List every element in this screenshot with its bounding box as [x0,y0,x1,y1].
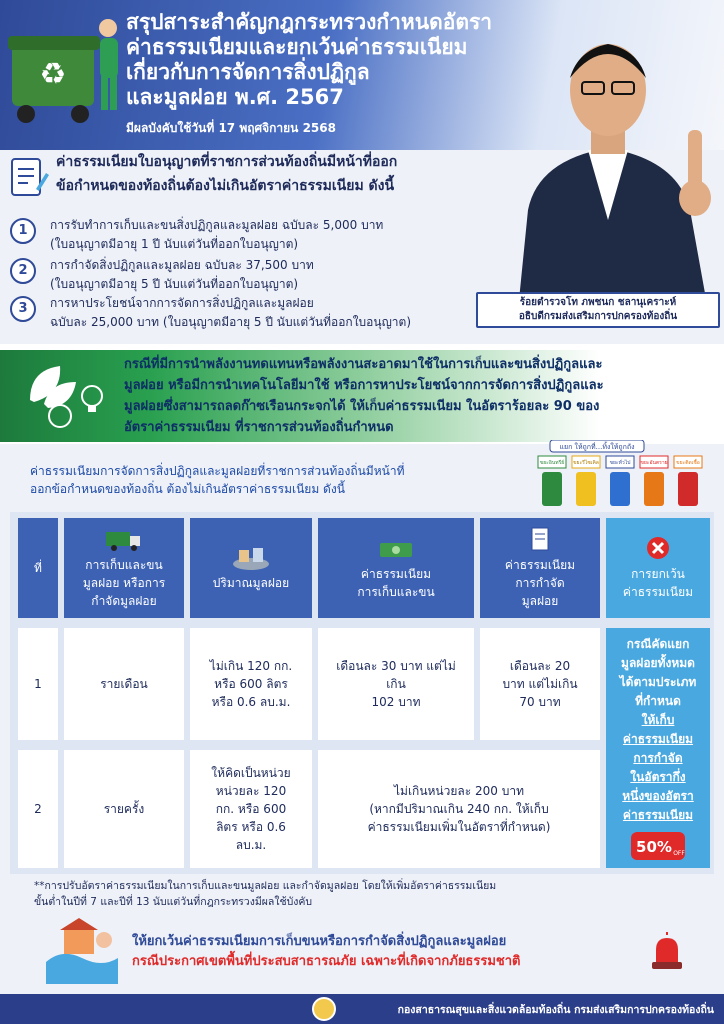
cell-text: หรือ 600 ลิตร [214,677,288,691]
exempt-line: ค่าธรรมเนียม [622,808,694,822]
official-caption [476,292,720,328]
footer-bar [0,994,724,1024]
bin-label: ขยะอินทรีย์ [539,460,565,466]
document-pen-icon [10,155,50,199]
header-label: ค่าธรรมเนียม [360,567,432,581]
title-line: และมูลฝอย พ.ศ. 2567 [126,85,344,109]
header-label: มูลฝอย [521,594,559,608]
bin-label: ขยะรีไซเคิล [573,460,599,466]
header-type [64,518,184,618]
effective-date: มีผลบังคับใช้วันที่ 17 พฤศจิกายน 2568 [126,121,336,135]
cell-text: 70 บาท [519,695,561,709]
header-no [18,518,58,618]
heading-line: ค่าธรรมเนียมใบอนุญาตที่ราชการส่วนท้องถิ่นมีหน้าที่ออก [56,154,398,170]
green-line: มูลฝอย หรือมีการนำเทคโนโลยีมาใช้ หรือการหาประโยชน์จากการจัดการสิ่งปฏิกูลและ [124,378,604,393]
close-circle-icon [638,535,678,561]
exempt-line: มูลฝอยทั้งหมด [621,656,695,670]
eco-leaf-globe-icon [20,360,110,430]
exempt-line: ค่าธรรมเนียม [622,732,694,746]
green-line: อัตราค่าธรรมเนียม ที่ราชการส่วนท้องถิ่นกำหนด [124,420,394,435]
cell-text: 102 บาท [371,695,421,709]
item-line: (ใบอนุญาตมีอายุ 1 ปี นับแต่วันที่ออกใบอนุญาต) [50,237,299,251]
waste-pile-icon [231,544,271,570]
waste-bins-illustration [532,440,712,508]
money-stack-icon [376,535,416,561]
header-label: ค่าธรรมเนียม [504,558,576,572]
title-line: ค่าธรรมเนียมและยกเว้นค่าธรรมเนียม [126,35,468,59]
discount-badge [630,831,686,861]
intro-line: ออกข้อกำหนดของท้องถิ่น ต้องไม่เกินอัตราค่าธรรมเนียม ดังนี้ [30,482,345,496]
header-label: มูลฝอย หรือการ [82,576,166,590]
receipt-icon [520,526,560,552]
table-row-2-type [64,750,184,868]
item-line: การกำจัดสิ่งปฏิกูลและมูลฝอย ฉบับละ 37,500 บาท [50,258,314,272]
header-label: ค่าธรรมเนียม [622,585,694,599]
cell-text: ลิตร หรือ 0.6 [216,820,286,834]
exempt-line: กรณีคัดแยก [626,637,690,651]
title-line: สรุปสาระสำคัญกฎกระทรวงกำหนดอัตรา [126,10,493,34]
table-row-1-no [18,628,58,740]
item-line: ฉบับละ 25,000 บาท (ใบอนุญาตมีอายุ 5 ปี นับแต่วันที่ออกใบอนุญาต) [50,315,412,329]
cell-text: 1 [34,677,42,691]
cell-text: ให้คิดเป็นหน่วย [211,766,291,780]
item-line: การรับทำการเก็บและขนสิ่งปฏิกูลและมูลฝอย ฉบับละ 5,000 บาท [50,218,384,232]
footer-text: กองสาธารณสุขและสิ่งแวดล้อมท้องถิ่น กรมส่งเสริมการปกครองท้องถิ่น [397,1004,714,1016]
official-name: ร้อยตำรวจโท ภพชนก ชลานุเคราะห์ [519,297,677,308]
official-position: อธิบดีกรมส่งเสริมการปกครองท้องถิ่น [518,311,678,322]
exempt-line: การกำจัด [633,751,683,765]
cell-text: เกิน [386,677,406,691]
bin-label: ขยะทั่วไป [609,460,631,466]
svg-text:♻: ♻ [39,57,67,92]
header-label: การเก็บและขน [85,558,163,572]
header-collect-fee [318,518,474,618]
header-label: การกำจัด [515,576,565,590]
heading-line: ข้อกำหนดของท้องถิ่นต้องไม่เกินอัตราค่าธรรมเนียม ดังนี้ [56,178,395,194]
header-amount [190,518,312,618]
cell-text: หรือ 0.6 ลบ.ม. [211,695,291,709]
item-number: 2 [10,258,36,284]
item-number: 1 [10,218,36,244]
table-row-2-merged-fee [318,750,600,868]
green-line: มูลฝอยซึ่งสามารถลดก๊าซเรือนกระจกได้ ให้เก็บค่าธรรมเนียม ในอัตราร้อยละ 90 ของ [124,399,600,414]
recycling-bin-worker-illustration [8,10,126,125]
header-dispose-fee [480,518,600,618]
disaster-illustration [42,918,122,984]
cell-text: ไม่เกินหน่วยละ 200 บาท [394,784,524,798]
header-label: การยกเว้น [631,567,685,581]
cell-text: เดือนละ 20 [509,659,571,673]
green-banner-text [124,354,604,438]
exempt-line: หนึ่งของอัตรา [622,789,694,803]
header-label: กำจัดมูลฝอย [91,594,157,608]
official-portrait [498,20,720,310]
table-row-1-type [64,628,184,740]
note-line: **การปรับอัตราค่าธรรมเนียมในการเก็บและขนมูลฝอย และกำจัดมูลฝอย โดยให้เพิ่มอัตราค่าธรรมเนียม [34,880,497,892]
notice-line-2: กรณีประกาศเขตพื้นที่ประสบสาธารณภัย เฉพาะที่เกิดจากภัยธรรมชาติ [132,954,521,969]
fee-intro [30,462,530,498]
garbage-truck-icon [104,526,144,552]
notice-line-1: ให้ยกเว้นค่าธรรมเนียมการเก็บขนหรือการกำจัดสิ่งปฏิกูลและมูลฝอย [132,934,507,949]
header-label: ที่ [34,561,42,575]
header-exempt [606,518,710,618]
exempt-line: ให้เก็บ [641,713,675,727]
exempt-line: ในอัตรากึ่ง [630,770,686,784]
table-row-2-no [18,750,58,868]
badge-percent: 50% [636,838,672,856]
cell-text: 2 [34,802,42,816]
cell-text: ค่าธรรมเนียมเพิ่มในอัตราที่กำหนด) [367,820,551,834]
cell-text: เดือนละ 30 บาท แต่ไม่ [336,659,456,673]
item-line: การหาประโยชน์จากการจัดการสิ่งปฏิกูลและมูลฝอย [50,296,314,310]
cell-text: ไม่เกิน 120 กก. [209,659,293,673]
cell-text: รายเดือน [100,677,148,691]
cell-text: (หากมีปริมาณเกิน 240 กก. ให้เก็บ [369,802,549,816]
exempt-line: ได้ตามประเภท [619,675,697,689]
exemption-notice [132,932,652,972]
dla-logo-icon [312,997,336,1021]
cell-text: บาท แต่ไม่เกิน [502,677,578,691]
bins-banner-text: แยก ให้ถูกที่...ทิ้งให้ถูกถัง [559,443,635,451]
bin-label: ขยะอันตราย [640,460,668,466]
license-item [10,256,480,296]
green-line: กรณีที่มีการนำพลังงานทดแทนหรือพลังงานสะอาดมาใช้ในการเก็บและขนสิ่งปฏิกูลและ [124,357,603,372]
header-label: การเก็บและขน [357,585,435,599]
license-item [10,294,480,334]
bin-label: ขยะติดเชื้อ [676,460,700,466]
badge-off: OFF [673,850,685,857]
table-row-1-collect-fee [318,628,474,740]
intro-line: ค่าธรรมเนียมการจัดการสิ่งปฏิกูลและมูลฝอยที่ราชการส่วนท้องถิ่นมีหน้าที่ [30,464,405,478]
page-title [126,10,556,110]
license-fee-heading [56,150,476,198]
title-line: เกี่ยวกับการจัดการสิ่งปฏิกูล [126,60,370,84]
siren-icon [648,932,686,972]
table-row-2-amount [190,750,312,868]
cell-text: ลบ.ม. [235,838,267,852]
cell-text: กก. หรือ 600 [215,802,287,816]
item-number: 3 [10,296,36,322]
note-line: ขั้นต่ำในปีที่ 7 และปีที่ 13 นับแต่วันที่กฎกระทรวงมีผลใช้บังคับ [34,896,313,908]
exempt-condition [606,628,710,868]
license-item [10,216,480,256]
cell-text: หน่วยละ 120 [215,784,287,798]
footnote [34,878,594,910]
table-row-1-dispose-fee [480,628,600,740]
exempt-line: ที่กำหนด [635,694,681,708]
cell-text: รายครั้ง [103,802,145,816]
table-row-1-amount [190,628,312,740]
header-label: ปริมาณมูลฝอย [212,576,290,590]
item-line: (ใบอนุญาตมีอายุ 5 ปี นับแต่วันที่ออกใบอนุญาต) [50,277,299,291]
